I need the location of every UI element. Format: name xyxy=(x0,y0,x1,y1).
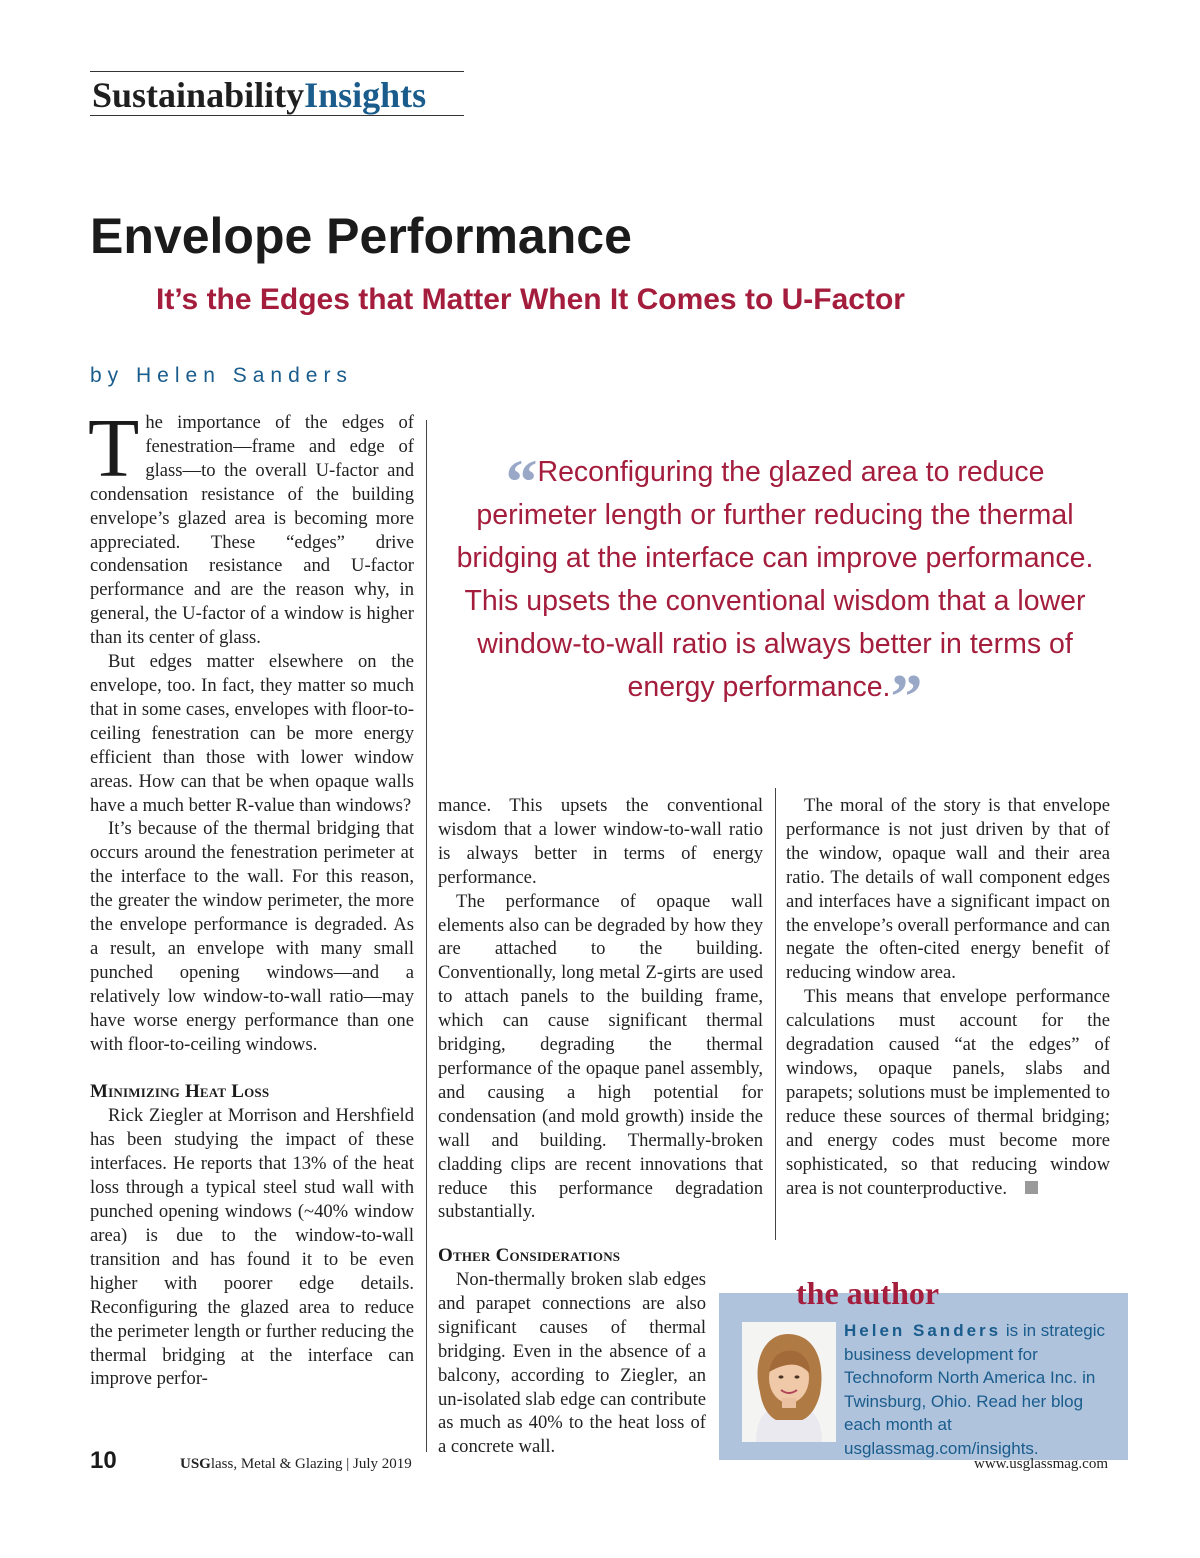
author-bio xyxy=(844,1319,1120,1460)
col3-paragraph-1: The moral of the story is that envelope performance is not just driven by that of the window, opaque wall and their area ratio. The details of wall component edges and interfaces have a significant impact on the envelope’s overall performance and can negate the often-cited energy benefit of reducing window area. xyxy=(786,795,1110,984)
open-quote-mark: “ xyxy=(505,446,538,517)
body-column-2-lower xyxy=(438,1244,706,1459)
drop-cap: T xyxy=(88,402,140,495)
col1-paragraph-1 xyxy=(88,402,414,650)
col2-paragraph-2: The performance of opaque wall elements also can be degraded by how they are attached to the building. Conventionally, long metal Z-girts are used to attach panels to the building frame, which can cause significant thermal bridging, degrading the thermal performance of the opaque panel assembly, and causing a high potential for condensation (and mold growth) inside the wall and building. Thermally-broken cladding clips are recent innovations that reduce this performance degradation substantially. xyxy=(438,890,763,1223)
author-name: Helen Sanders xyxy=(844,1321,1002,1340)
body-column-3 xyxy=(786,794,1110,1200)
page-number: 10 xyxy=(90,1447,117,1474)
subhead-other-considerations: Other Considerations xyxy=(438,1245,621,1266)
section-header-part2: Insights xyxy=(304,75,427,115)
footer-divider: | xyxy=(346,1456,350,1472)
col1-paragraph-2: But edges matter elsewhere on the envelope, too. In fact, they matter so much that in some cases, envelopes with floor-to-ceiling fenestration can be more energy efficient than those with lower window areas. How can that be when opaque walls have a much better R-value than windows? xyxy=(90,651,414,816)
article-subtitle: It’s the Edges that Matter When It Comes to U-Factor xyxy=(156,283,905,316)
col1-paragraph-1-text: he importance of the edges of fenestration—frame and edge of glass—to the overall U-factor and condensation resistance of the building envelope’s glazed area is becoming more appreciated. These “edges” drive condensation resistance and U-factor performance and are the reason why, in general, the U-factor of a window is higher than its center of glass. xyxy=(90,412,414,649)
section-rule-top xyxy=(90,71,464,72)
footer-mag-rest: lass, Metal & Glazing xyxy=(210,1456,343,1472)
section-header-part1: Sustainability xyxy=(92,75,305,115)
column-divider-2 xyxy=(775,788,776,1240)
footer-mag-bold: USG xyxy=(180,1456,211,1472)
article-title: Envelope Performance xyxy=(90,208,632,264)
body-column-2 xyxy=(438,794,763,1224)
pull-quote xyxy=(455,446,1095,732)
pull-quote-text: Reconfiguring the glazed area to reduce perimeter length or further reducing the thermal bridging at the interface can improve performance. This upsets the conventional wisdom that a lower window-to-wall ratio is always better in terms of energy performance. xyxy=(456,456,1094,703)
col2-paragraph-3: Non-thermally broken slab edges and parapet connections are also significant causes of thermal bridging. Even in the absence of a balcony, according to Ziegler, an un-isolated slab edge can contribute as much as 40% to the heat loss of a concrete wall. xyxy=(438,1269,706,1458)
body-column-1 xyxy=(88,402,414,1391)
subhead-minimizing-heat-loss: Minimizing Heat Loss xyxy=(90,1081,270,1103)
footer-url: www.usglassmag.com xyxy=(973,1456,1108,1472)
col1-paragraph-4: Rick Ziegler at Morrison and Hershfield has been studying the impact of these interfaces. He reports that 13% of the heat loss through a typical steel stud wall with punched opening windows (~40% window area) is due to the window-to-wall transition and has found it to be even higher with poorer edge details. Reconfiguring the glazed area to reduce the perimeter length or further reducing the thermal bridging at the interface can improve perfor- xyxy=(90,1105,414,1390)
author-label: the author xyxy=(796,1275,940,1311)
col3-paragraph-2-text: This means that envelope performance calculations must account for the degradation caused “at the edges” of windows, opaque panels, slabs and parapets; solutions must be implemented to reduce these sources of thermal bridging; and energy codes must become more sophisticated, so that reducing window area is not counterproductive. xyxy=(786,986,1110,1199)
byline: by Helen Sanders xyxy=(90,364,353,387)
close-quote-mark: ” xyxy=(890,661,923,732)
col3-paragraph-2 xyxy=(786,985,1110,1200)
footer-date: July 2019 xyxy=(353,1456,412,1472)
col1-paragraph-3: It’s because of the thermal bridging that occurs around the fenestration perimeter at the interface to the wall. For this reason, the greater the window perimeter, the more the envelope performance is degraded. As a result, an envelope with many small punched opening windows—and a relatively low window-to-wall ratio—may have worse energy performance than one with floor-to-ceiling windows. xyxy=(90,818,414,1055)
section-header xyxy=(92,74,426,116)
col2-paragraph-1: mance. This upsets the conventional wisdom that a lower window-to-wall ratio is always better in terms of energy performance. xyxy=(438,795,763,888)
section-rule-bottom xyxy=(90,115,464,116)
author-photo xyxy=(742,1322,836,1442)
column-divider-1 xyxy=(426,420,427,1452)
end-mark-icon xyxy=(1025,1181,1038,1194)
author-bio-text: is in strategic business development for Technoform North America Inc. in Twinsburg, Ohio. Read her blog each month at usglassmag.com/insights. xyxy=(844,1321,1106,1458)
footer-publication xyxy=(180,1454,412,1474)
author-portrait-icon xyxy=(742,1322,836,1442)
